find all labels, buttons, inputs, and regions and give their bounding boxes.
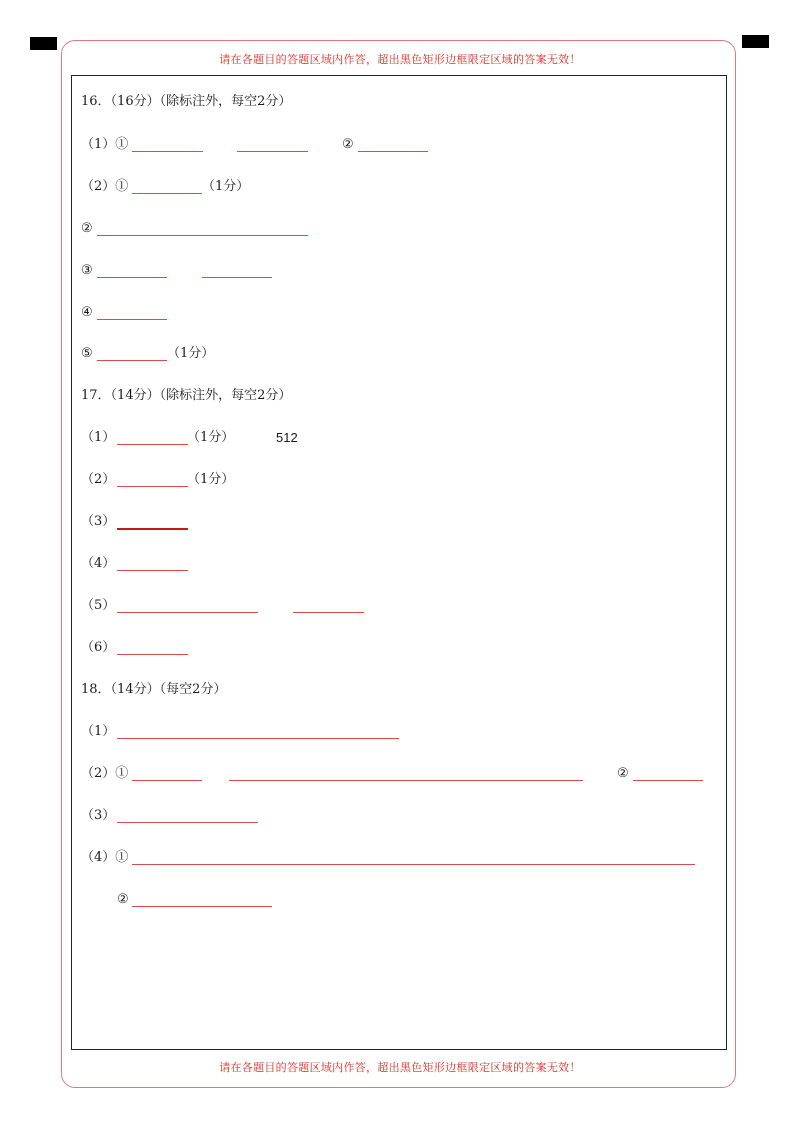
q18-part1-blank[interactable]	[117, 738, 399, 739]
alignment-marker-right	[742, 35, 769, 48]
q18-part4-blank-1[interactable]	[132, 864, 695, 865]
q17-part6-label: （6）	[81, 640, 116, 655]
q16-sub3-blank-1[interactable]	[97, 277, 167, 278]
q16-sub2-blank[interactable]	[97, 235, 308, 236]
answer-region-box	[71, 75, 727, 1050]
q16-part1-label: （1）①	[81, 137, 129, 152]
q18-part2-label: （2）①	[81, 766, 129, 781]
q17-part1-label: （1）	[81, 430, 116, 445]
q17-part4-blank[interactable]	[117, 570, 188, 571]
q16-sub5-label: ⑤	[81, 346, 93, 361]
q16-part2-blank-1[interactable]	[132, 193, 202, 194]
q16-part1-blank-2[interactable]	[237, 151, 308, 152]
q16-part2-label: （2）①	[81, 179, 129, 194]
q16-part1-blank-1[interactable]	[132, 151, 203, 152]
q17-part3-blank[interactable]	[117, 528, 188, 530]
q18-part4-circled-2: ②	[117, 892, 129, 907]
top-warning-banner: 请在各题目的答题区域内作答，超出黑色矩形边框限定区域的答案无效！	[219, 53, 581, 66]
q16-header: 16．（16分）（除标注外，每空2分）	[81, 94, 292, 109]
q17-part4-label: （4）	[81, 556, 116, 571]
q17-part2-blank[interactable]	[117, 486, 188, 487]
q17-part1-score: （1分）	[187, 430, 235, 445]
q18-part2-blank-1[interactable]	[132, 780, 202, 781]
q17-part5-label: （5）	[81, 598, 116, 613]
q17-part1-note: 512	[276, 430, 298, 445]
q18-part2-blank-3[interactable]	[633, 780, 703, 781]
q17-header: 17．（14分）（除标注外，每空2分）	[81, 388, 292, 403]
q18-header: 18．（14分）（每空2分）	[81, 682, 227, 697]
q16-sub3-blank-2[interactable]	[202, 277, 272, 278]
q17-part3-label: （3）	[81, 514, 116, 529]
q16-sub2-label: ②	[81, 221, 93, 236]
q16-sub4-label: ④	[81, 305, 93, 320]
q16-sub4-blank[interactable]	[97, 319, 167, 320]
q17-part2-score: （1分）	[187, 472, 235, 487]
q18-part1-label: （1）	[81, 724, 116, 739]
q18-part2-blank-2[interactable]	[229, 780, 583, 781]
q17-part1-blank[interactable]	[117, 444, 188, 445]
q18-part4-blank-2[interactable]	[132, 906, 272, 907]
q17-part6-blank[interactable]	[117, 654, 188, 655]
q18-part2-circled-2: ②	[617, 766, 629, 781]
q16-sub5-score: （1分）	[167, 346, 215, 361]
q17-part5-blank-1[interactable]	[117, 612, 258, 613]
q18-part4-label: （4）①	[81, 850, 129, 865]
q16-sub5-blank[interactable]	[97, 360, 167, 361]
q17-part2-label: （2）	[81, 472, 116, 487]
alignment-marker-left	[30, 37, 57, 50]
q17-part5-blank-2[interactable]	[293, 612, 364, 613]
q16-part1-circled-2: ②	[342, 137, 354, 152]
q16-sub3-label: ③	[81, 263, 93, 278]
q18-part3-blank[interactable]	[117, 822, 258, 823]
q16-part1-blank-3[interactable]	[358, 151, 428, 152]
q18-part3-label: （3）	[81, 808, 116, 823]
bottom-warning-banner: 请在各题目的答题区域内作答，超出黑色矩形边框限定区域的答案无效！	[219, 1061, 581, 1074]
q16-part2-score: （1分）	[202, 179, 250, 194]
